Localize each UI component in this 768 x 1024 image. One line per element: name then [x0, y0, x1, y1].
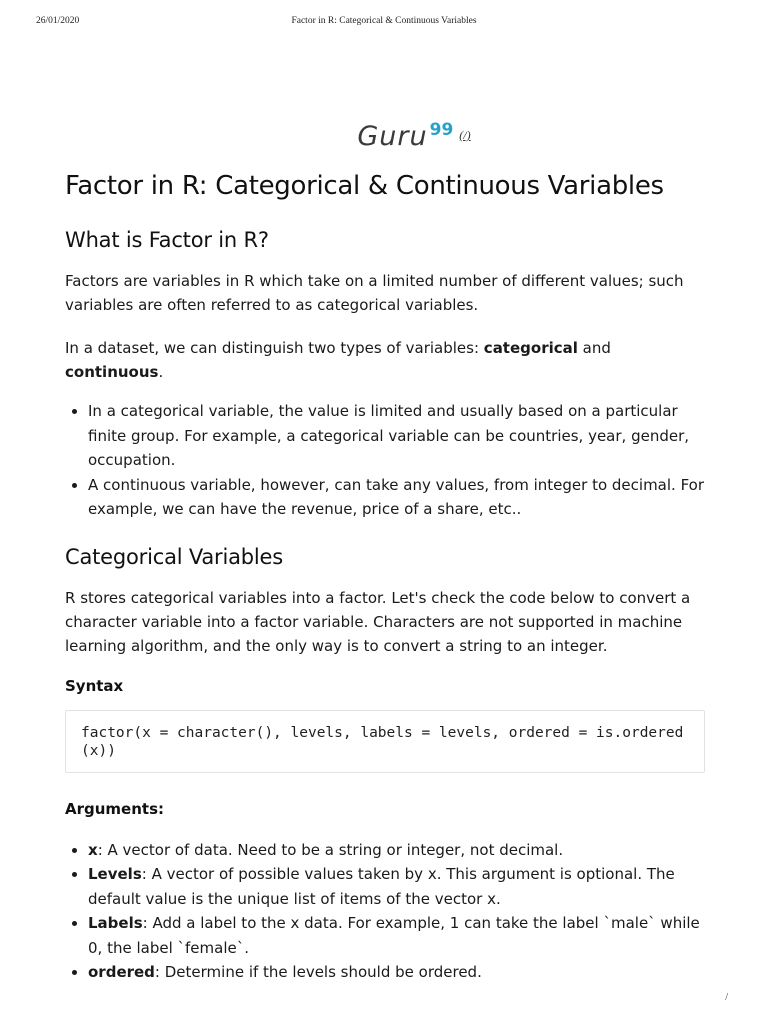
types-and: and: [577, 339, 611, 357]
section-heading-what-is-factor: What is Factor in R?: [65, 228, 269, 252]
types-prefix: In a dataset, we can distinguish two types of variables:: [65, 339, 484, 357]
list-item-categorical: • In a categorical variable, the value is limited and usually based on a particular finite group. For example, a categorical variable can be countries, year, gender, occupation.: [88, 399, 705, 473]
variable-types-paragraph: [65, 336, 705, 384]
argument-term: ordered: [88, 963, 155, 981]
article-content: [65, 168, 705, 985]
argument-item: [88, 960, 705, 985]
guru99-logo[interactable]: [357, 120, 470, 152]
code-block[interactable]: factor(x = character(), levels, labels = levels, ordered = is.ordered(x)): [65, 710, 705, 773]
types-suffix: .: [158, 363, 164, 381]
variable-types-list: [65, 399, 705, 522]
syntax-label: Syntax: [65, 676, 124, 695]
section-heading-categorical-variables: Categorical Variables: [65, 544, 284, 569]
argument-desc: : Determine if the levels should be ordered.: [154, 963, 482, 981]
logo-text: Guru: [357, 121, 428, 152]
logo-home-link[interactable]: (/): [459, 128, 471, 142]
term-categorical: categorical: [483, 339, 578, 357]
argument-desc: : A vector of possible values taken by x. This argument is optional. The default value is the unique list of items of the vector x.: [88, 865, 675, 908]
print-date: 26/01/2020: [36, 16, 80, 26]
list-item-continuous: • A continuous variable, however, can take any values, from integer to decimal. For example, we can have the revenue, price of a share, etc..: [88, 473, 705, 522]
arguments-label: Arguments:: [65, 799, 165, 818]
argument-item: [88, 911, 705, 960]
argument-term: Labels: [88, 914, 143, 932]
print-header: [0, 16, 768, 32]
page-title: Factor in R: Categorical & Continuous Variables: [65, 171, 664, 201]
term-continuous: continuous: [65, 363, 159, 381]
categorical-description: R stores categorical variables into a factor. Let's check the code below to convert a character variable into a factor variable. Characters are not supported in machine learning algorithm, and the only way is to convert a string to an integer.: [65, 588, 691, 655]
argument-term: Levels: [88, 865, 142, 883]
argument-item: [88, 838, 705, 863]
print-title: Factor in R: Categorical & Continuous Variables: [291, 16, 477, 26]
argument-item: [88, 862, 705, 911]
argument-desc: : Add a label to the x data. For example, 1 can take the label `male` while 0, the label `female`.: [88, 914, 700, 957]
intro-paragraph: Factors are variables in R which take on a limited number of different values; such variables are often referred to as categorical variables.: [65, 272, 684, 314]
logo-area: [0, 120, 768, 160]
argument-desc: : A vector of data. Need to be a string or integer, not decimal.: [97, 840, 564, 859]
argument-term: x: [88, 840, 98, 859]
logo-number: 99: [429, 120, 454, 140]
page-number: /: [725, 992, 728, 1003]
arguments-list: [65, 838, 705, 985]
